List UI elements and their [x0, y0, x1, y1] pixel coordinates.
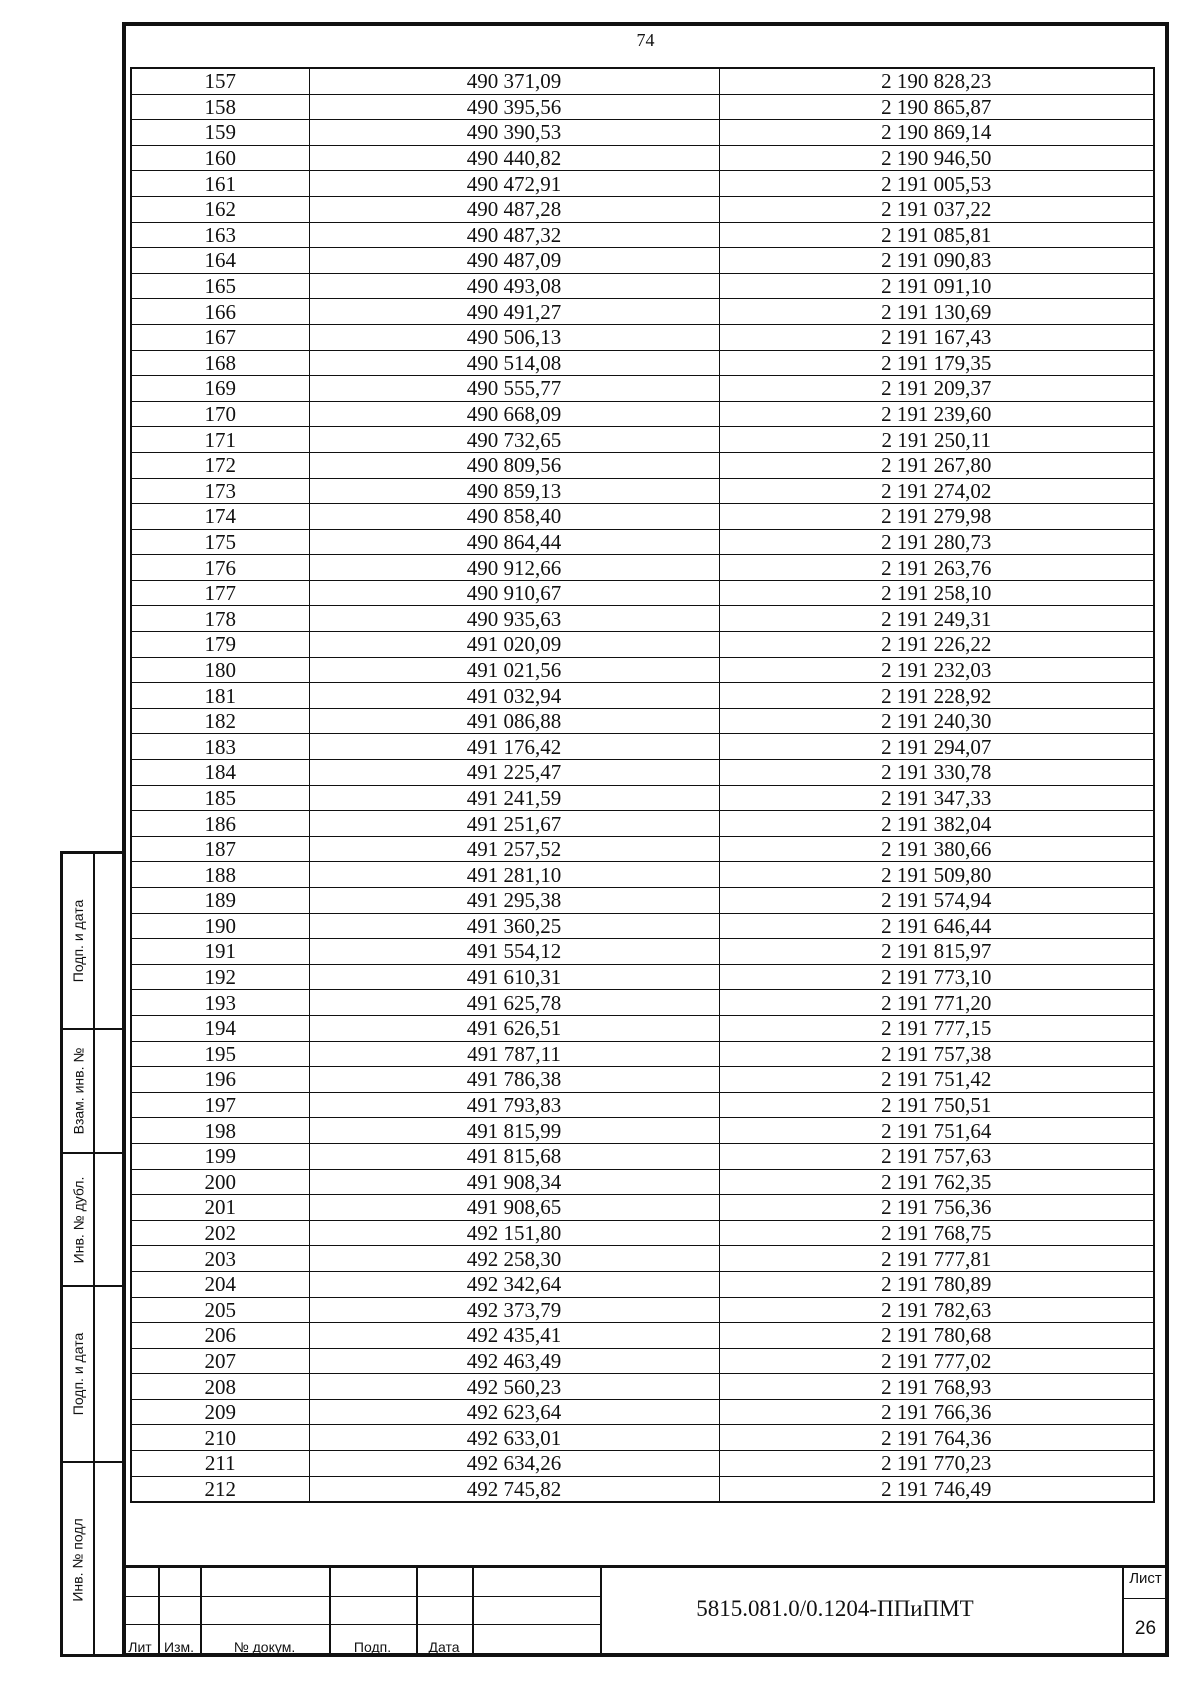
table-row: [131, 1348, 1154, 1374]
tb-caption-podp: Подп.: [353, 1639, 392, 1655]
x-coordinate-cell: 490 440,82: [309, 145, 719, 171]
point-number-cell: 176: [131, 555, 309, 581]
table-row: [131, 94, 1154, 120]
table-row: [131, 1041, 1154, 1067]
table-row: [131, 657, 1154, 683]
x-coordinate-cell: 492 633,01: [309, 1425, 719, 1451]
point-number-cell: 181: [131, 683, 309, 709]
y-coordinate-cell: 2 191 179,35: [719, 350, 1154, 376]
point-number-cell: 195: [131, 1041, 309, 1067]
y-coordinate-cell: 2 191 768,75: [719, 1220, 1154, 1246]
point-number-cell: 177: [131, 580, 309, 606]
y-coordinate-cell: 2 191 239,60: [719, 401, 1154, 427]
document-code: 5815.081.0/0.1204-ППиПМТ: [696, 1596, 974, 1621]
side-cell-podp-data-top: [63, 854, 93, 1030]
y-coordinate-cell: 2 191 746,49: [719, 1476, 1154, 1502]
y-coordinate-cell: 2 191 382,04: [719, 811, 1154, 837]
tb-caption-lit: Лит: [128, 1639, 152, 1655]
y-coordinate-cell: 2 191 574,94: [719, 888, 1154, 914]
x-coordinate-cell: 491 610,31: [309, 964, 719, 990]
y-coordinate-cell: 2 191 762,35: [719, 1169, 1154, 1195]
y-coordinate-cell: 2 190 865,87: [719, 94, 1154, 120]
point-number-cell: 158: [131, 94, 309, 120]
x-coordinate-cell: 490 858,40: [309, 504, 719, 530]
coordinates-table: [130, 67, 1155, 1503]
side-cell-podp-data-bottom-value: [94, 1287, 122, 1463]
table-row: [131, 862, 1154, 888]
y-coordinate-cell: 2 191 037,22: [719, 196, 1154, 222]
y-coordinate-cell: 2 191 226,22: [719, 632, 1154, 658]
side-cell-podp-data-bottom: [63, 1287, 93, 1463]
table-row: [131, 708, 1154, 734]
side-label-podp-data-top: Подп. и дата: [70, 899, 86, 983]
x-coordinate-cell: 491 241,59: [309, 785, 719, 811]
y-coordinate-cell: 2 191 380,66: [719, 836, 1154, 862]
y-coordinate-cell: 2 191 249,31: [719, 606, 1154, 632]
y-coordinate-cell: 2 191 263,76: [719, 555, 1154, 581]
table-row: [131, 836, 1154, 862]
y-coordinate-cell: 2 190 946,50: [719, 145, 1154, 171]
point-number-cell: 189: [131, 888, 309, 914]
x-coordinate-cell: 491 020,09: [309, 632, 719, 658]
table-row: [131, 1092, 1154, 1118]
y-coordinate-cell: 2 191 347,33: [719, 785, 1154, 811]
x-coordinate-cell: 490 491,27: [309, 299, 719, 325]
side-cell-vzam-inv: [63, 1030, 93, 1154]
x-coordinate-cell: 492 463,49: [309, 1348, 719, 1374]
point-number-cell: 161: [131, 171, 309, 197]
x-coordinate-cell: 491 257,52: [309, 836, 719, 862]
coordinates-table-body: [131, 68, 1154, 1502]
table-row: [131, 632, 1154, 658]
tb-row-line: [122, 1596, 600, 1597]
table-row: [131, 376, 1154, 402]
x-coordinate-cell: 491 626,51: [309, 1015, 719, 1041]
point-number-cell: 194: [131, 1015, 309, 1041]
sheet-label: Лист: [1129, 1570, 1162, 1587]
point-number-cell: 164: [131, 248, 309, 274]
x-coordinate-cell: 492 342,64: [309, 1271, 719, 1297]
table-row: [131, 1323, 1154, 1349]
y-coordinate-cell: 2 191 757,63: [719, 1143, 1154, 1169]
table-row: [131, 1374, 1154, 1400]
table-row: [131, 1451, 1154, 1477]
table-row: [131, 990, 1154, 1016]
x-coordinate-cell: 490 487,09: [309, 248, 719, 274]
x-coordinate-cell: 491 554,12: [309, 939, 719, 965]
x-coordinate-cell: 490 910,67: [309, 580, 719, 606]
table-row: [131, 171, 1154, 197]
point-number-cell: 193: [131, 990, 309, 1016]
side-label-inv-podl: Инв. № подл: [70, 1518, 87, 1602]
x-coordinate-cell: 492 745,82: [309, 1476, 719, 1502]
point-number-cell: 169: [131, 376, 309, 402]
point-number-cell: 207: [131, 1348, 309, 1374]
y-coordinate-cell: 2 191 274,02: [719, 478, 1154, 504]
x-coordinate-cell: 491 815,99: [309, 1118, 719, 1144]
y-coordinate-cell: 2 191 756,36: [719, 1195, 1154, 1221]
table-row: [131, 427, 1154, 453]
point-number-cell: 163: [131, 222, 309, 248]
point-number-cell: 212: [131, 1476, 309, 1502]
x-coordinate-cell: 491 908,34: [309, 1169, 719, 1195]
table-row: [131, 529, 1154, 555]
x-coordinate-cell: 490 555,77: [309, 376, 719, 402]
x-coordinate-cell: 492 258,30: [309, 1246, 719, 1272]
y-coordinate-cell: 2 191 091,10: [719, 273, 1154, 299]
point-number-cell: 209: [131, 1399, 309, 1425]
side-cell-podp-data-top-value: [94, 854, 122, 1030]
table-row: [131, 1067, 1154, 1093]
y-coordinate-cell: 2 191 005,53: [719, 171, 1154, 197]
table-row: [131, 606, 1154, 632]
x-coordinate-cell: 490 390,53: [309, 120, 719, 146]
point-number-cell: 172: [131, 452, 309, 478]
point-number-cell: 157: [131, 68, 309, 94]
point-number-cell: 202: [131, 1220, 309, 1246]
table-row: [131, 1195, 1154, 1221]
point-number-cell: 190: [131, 913, 309, 939]
x-coordinate-cell: 491 251,67: [309, 811, 719, 837]
side-stamp: [60, 851, 122, 1657]
point-number-cell: 204: [131, 1271, 309, 1297]
x-coordinate-cell: 491 360,25: [309, 913, 719, 939]
x-coordinate-cell: 490 912,66: [309, 555, 719, 581]
table-row: [131, 913, 1154, 939]
table-row: [131, 1425, 1154, 1451]
table-row: [131, 120, 1154, 146]
point-number-cell: 174: [131, 504, 309, 530]
x-coordinate-cell: 491 281,10: [309, 862, 719, 888]
y-coordinate-cell: 2 191 766,36: [719, 1399, 1154, 1425]
x-coordinate-cell: 492 373,79: [309, 1297, 719, 1323]
table-row: [131, 580, 1154, 606]
table-row: [131, 1220, 1154, 1246]
x-coordinate-cell: 490 809,56: [309, 452, 719, 478]
y-coordinate-cell: 2 191 279,98: [719, 504, 1154, 530]
point-number-cell: 191: [131, 939, 309, 965]
x-coordinate-cell: 491 625,78: [309, 990, 719, 1016]
y-coordinate-cell: 2 191 764,36: [719, 1425, 1154, 1451]
point-number-cell: 166: [131, 299, 309, 325]
x-coordinate-cell: 490 371,09: [309, 68, 719, 94]
point-number-cell: 168: [131, 350, 309, 376]
x-coordinate-cell: 490 493,08: [309, 273, 719, 299]
point-number-cell: 167: [131, 324, 309, 350]
table-row: [131, 683, 1154, 709]
x-coordinate-cell: 491 021,56: [309, 657, 719, 683]
y-coordinate-cell: 2 191 209,37: [719, 376, 1154, 402]
side-cell-inv-dubl: [63, 1154, 93, 1287]
y-coordinate-cell: 2 191 250,11: [719, 427, 1154, 453]
point-number-cell: 180: [131, 657, 309, 683]
tb-row-line: [122, 1624, 600, 1625]
y-coordinate-cell: 2 191 258,10: [719, 580, 1154, 606]
point-number-cell: 188: [131, 862, 309, 888]
table-row: [131, 478, 1154, 504]
table-row: [131, 811, 1154, 837]
title-block: [122, 1565, 1169, 1657]
table-row: [131, 1015, 1154, 1041]
x-coordinate-cell: 490 487,32: [309, 222, 719, 248]
y-coordinate-cell: 2 191 777,02: [719, 1348, 1154, 1374]
point-number-cell: 179: [131, 632, 309, 658]
table-row: [131, 1271, 1154, 1297]
x-coordinate-cell: 490 864,44: [309, 529, 719, 555]
table-row: [131, 1143, 1154, 1169]
y-coordinate-cell: 2 191 770,23: [719, 1451, 1154, 1477]
side-label-vzam-inv: Взам. инв. №: [70, 1047, 87, 1135]
y-coordinate-cell: 2 191 771,20: [719, 990, 1154, 1016]
y-coordinate-cell: 2 191 780,68: [719, 1323, 1154, 1349]
table-row: [131, 555, 1154, 581]
table-row: [131, 504, 1154, 530]
point-number-cell: 171: [131, 427, 309, 453]
y-coordinate-cell: 2 191 085,81: [719, 222, 1154, 248]
tb-divider: [472, 1568, 474, 1657]
x-coordinate-cell: 491 032,94: [309, 683, 719, 709]
table-row: [131, 785, 1154, 811]
point-number-cell: 211: [131, 1451, 309, 1477]
y-coordinate-cell: 2 191 267,80: [719, 452, 1154, 478]
y-coordinate-cell: 2 191 773,10: [719, 964, 1154, 990]
point-number-cell: 187: [131, 836, 309, 862]
x-coordinate-cell: 490 506,13: [309, 324, 719, 350]
x-coordinate-cell: 490 514,08: [309, 350, 719, 376]
sheet-number: 26: [1134, 1618, 1157, 1639]
point-number-cell: 210: [131, 1425, 309, 1451]
y-coordinate-cell: 2 191 777,15: [719, 1015, 1154, 1041]
x-coordinate-cell: 492 623,64: [309, 1399, 719, 1425]
table-row: [131, 1297, 1154, 1323]
y-coordinate-cell: 2 191 777,81: [719, 1246, 1154, 1272]
x-coordinate-cell: 492 435,41: [309, 1323, 719, 1349]
tb-caption-data: Дата: [428, 1639, 460, 1655]
table-row: [131, 734, 1154, 760]
y-coordinate-cell: 2 191 240,30: [719, 708, 1154, 734]
y-coordinate-cell: 2 190 828,23: [719, 68, 1154, 94]
point-number-cell: 183: [131, 734, 309, 760]
x-coordinate-cell: 491 086,88: [309, 708, 719, 734]
table-row: [131, 68, 1154, 94]
x-coordinate-cell: 490 668,09: [309, 401, 719, 427]
point-number-cell: 170: [131, 401, 309, 427]
x-coordinate-cell: 491 295,38: [309, 888, 719, 914]
x-coordinate-cell: 491 787,11: [309, 1041, 719, 1067]
point-number-cell: 199: [131, 1143, 309, 1169]
y-coordinate-cell: 2 190 869,14: [719, 120, 1154, 146]
point-number-cell: 159: [131, 120, 309, 146]
point-number-cell: 178: [131, 606, 309, 632]
x-coordinate-cell: 491 176,42: [309, 734, 719, 760]
y-coordinate-cell: 2 191 815,97: [719, 939, 1154, 965]
x-coordinate-cell: 490 395,56: [309, 94, 719, 120]
side-cell-inv-podl: [63, 1463, 93, 1657]
x-coordinate-cell: 490 732,65: [309, 427, 719, 453]
side-cell-vzam-inv-value: [94, 1030, 122, 1154]
table-row: [131, 145, 1154, 171]
table-row: [131, 273, 1154, 299]
point-number-cell: 206: [131, 1323, 309, 1349]
tb-sheet-line: [1122, 1598, 1169, 1599]
point-number-cell: 192: [131, 964, 309, 990]
point-number-cell: 196: [131, 1067, 309, 1093]
x-coordinate-cell: 491 225,47: [309, 760, 719, 786]
point-number-cell: 201: [131, 1195, 309, 1221]
y-coordinate-cell: 2 191 782,63: [719, 1297, 1154, 1323]
table-row: [131, 1118, 1154, 1144]
point-number-cell: 175: [131, 529, 309, 555]
y-coordinate-cell: 2 191 090,83: [719, 248, 1154, 274]
x-coordinate-cell: 490 859,13: [309, 478, 719, 504]
point-number-cell: 198: [131, 1118, 309, 1144]
side-label-inv-dubl: Инв. № дубл.: [70, 1176, 87, 1263]
table-row: [131, 1169, 1154, 1195]
table-row: [131, 760, 1154, 786]
point-number-cell: 208: [131, 1374, 309, 1400]
table-row: [131, 1399, 1154, 1425]
table-row: [131, 1476, 1154, 1502]
point-number-cell: 186: [131, 811, 309, 837]
x-coordinate-cell: 490 487,28: [309, 196, 719, 222]
table-row: [131, 248, 1154, 274]
table-row: [131, 196, 1154, 222]
table-row: [131, 452, 1154, 478]
x-coordinate-cell: 491 786,38: [309, 1067, 719, 1093]
point-number-cell: 203: [131, 1246, 309, 1272]
x-coordinate-cell: 490 935,63: [309, 606, 719, 632]
tb-caption-izm: Изм.: [164, 1639, 194, 1655]
table-row: [131, 1246, 1154, 1272]
y-coordinate-cell: 2 191 130,69: [719, 299, 1154, 325]
y-coordinate-cell: 2 191 232,03: [719, 657, 1154, 683]
y-coordinate-cell: 2 191 780,89: [719, 1271, 1154, 1297]
y-coordinate-cell: 2 191 294,07: [719, 734, 1154, 760]
x-coordinate-cell: 492 634,26: [309, 1451, 719, 1477]
page-number: 74: [636, 30, 655, 50]
point-number-cell: 185: [131, 785, 309, 811]
side-cell-inv-dubl-value: [94, 1154, 122, 1287]
point-number-cell: 184: [131, 760, 309, 786]
table-row: [131, 401, 1154, 427]
table-row: [131, 964, 1154, 990]
point-number-cell: 173: [131, 478, 309, 504]
point-number-cell: 182: [131, 708, 309, 734]
y-coordinate-cell: 2 191 768,93: [719, 1374, 1154, 1400]
y-coordinate-cell: 2 191 167,43: [719, 324, 1154, 350]
y-coordinate-cell: 2 191 751,42: [719, 1067, 1154, 1093]
table-row: [131, 939, 1154, 965]
y-coordinate-cell: 2 191 228,92: [719, 683, 1154, 709]
x-coordinate-cell: 490 472,91: [309, 171, 719, 197]
x-coordinate-cell: 492 560,23: [309, 1374, 719, 1400]
y-coordinate-cell: 2 191 330,78: [719, 760, 1154, 786]
x-coordinate-cell: 491 908,65: [309, 1195, 719, 1221]
y-coordinate-cell: 2 191 280,73: [719, 529, 1154, 555]
table-row: [131, 350, 1154, 376]
point-number-cell: 160: [131, 145, 309, 171]
table-row: [131, 324, 1154, 350]
x-coordinate-cell: 492 151,80: [309, 1220, 719, 1246]
y-coordinate-cell: 2 191 750,51: [719, 1092, 1154, 1118]
side-label-podp-data-bottom: Подп. и дата: [70, 1332, 86, 1416]
table-row: [131, 888, 1154, 914]
tb-caption-doc: № докум.: [233, 1639, 296, 1655]
y-coordinate-cell: 2 191 751,64: [719, 1118, 1154, 1144]
y-coordinate-cell: 2 191 757,38: [719, 1041, 1154, 1067]
table-row: [131, 299, 1154, 325]
point-number-cell: 205: [131, 1297, 309, 1323]
point-number-cell: 165: [131, 273, 309, 299]
x-coordinate-cell: 491 793,83: [309, 1092, 719, 1118]
point-number-cell: 162: [131, 196, 309, 222]
y-coordinate-cell: 2 191 646,44: [719, 913, 1154, 939]
table-row: [131, 222, 1154, 248]
y-coordinate-cell: 2 191 509,80: [719, 862, 1154, 888]
point-number-cell: 200: [131, 1169, 309, 1195]
x-coordinate-cell: 491 815,68: [309, 1143, 719, 1169]
point-number-cell: 197: [131, 1092, 309, 1118]
